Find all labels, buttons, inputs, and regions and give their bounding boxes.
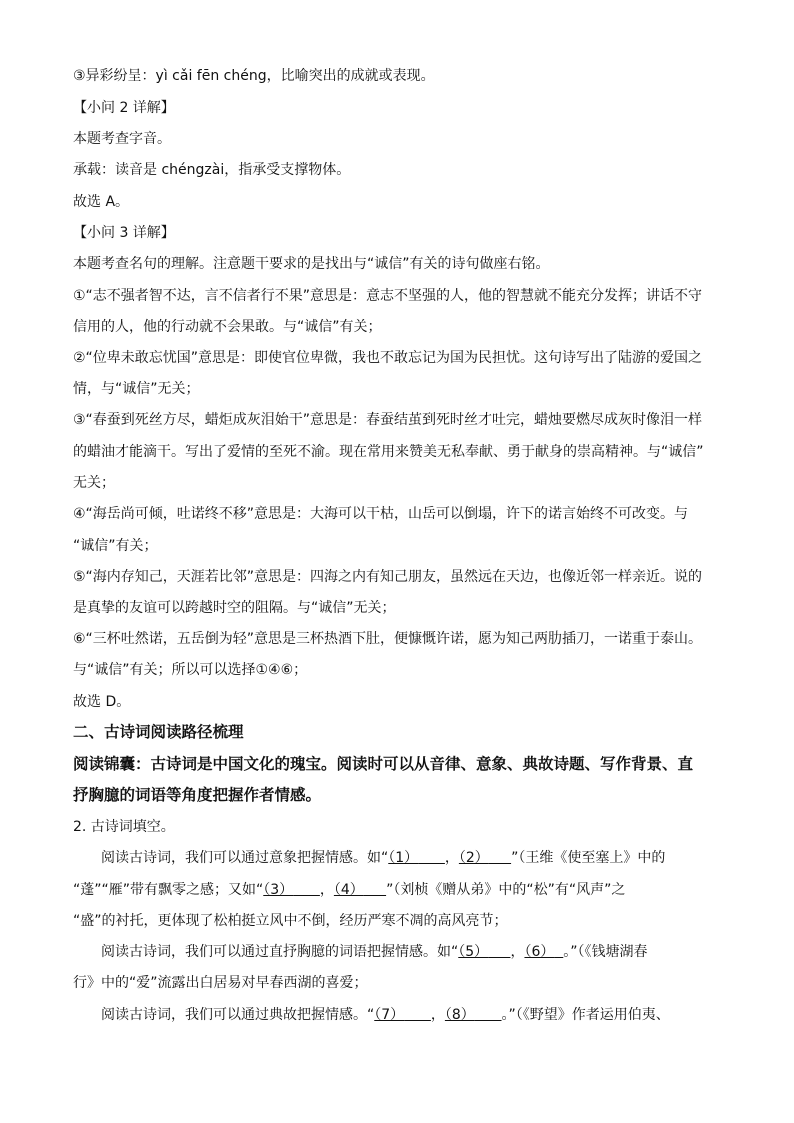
- answer-line-12: 无关；: [73, 475, 115, 491]
- blank-5[interactable]: （5）: [458, 944, 489, 960]
- tip-line-2: 抒胸臆的词语等角度把握作者情感。: [73, 786, 322, 804]
- question-title: 2. 古诗词填空。: [73, 819, 175, 835]
- blank-2[interactable]: （2）: [458, 850, 489, 866]
- text: 阅读古诗词，我们可以通过意象把握情感。如“: [101, 850, 389, 866]
- answer-line-15: ⑤“海内存知己，天涯若比邻”意思是：四海之内有知己朋友，虽然远在天边，也像近邻一样亲近。说的: [73, 569, 703, 585]
- fill-paragraph-3: “盛”的衬托，更体现了松柏挺立风中不倒，经历严寒不凋的高风亮节；: [73, 913, 508, 929]
- fill-paragraph-6: 阅读古诗词，我们可以通过典故把握情感。“（7） ，（8） 。”（《野望》作者运用伯夷、: [101, 1007, 670, 1023]
- answer-line-3: 承载：读音是 chéngzài，指承受支撑物体。: [73, 162, 351, 178]
- answer-line-13: ④“海岳尚可倾，吐诺终不移”意思是：大海可以干枯，山岳可以倒塌，许下的诺言始终不可改变。与: [73, 506, 689, 522]
- subquestion-3-heading: 【小问 3 详解】: [73, 225, 175, 241]
- blank-4[interactable]: （4）: [333, 882, 364, 898]
- answer-line-17: ⑥“三杯吐然诺，五岳倒为轻”意思是三杯热酒下肚，便慷慨许诺，愿为知己两肋插刀，一诺重于泰山。: [73, 631, 703, 647]
- subquestion-2-heading: 【小问 2 详解】: [73, 100, 175, 116]
- answer-line-16: 是真挚的友谊可以跨越时空的阻隔。与“诚信”无关；: [73, 600, 396, 616]
- blank-8[interactable]: （8）: [444, 1007, 475, 1023]
- answer-line-11: 的蜡油才能滴干。写出了爱情的至死不渝。现在常用来赞美无私奉献、勇于献身的崇高精神。与“诚信”: [73, 444, 704, 460]
- tip-line-1: 阅读锦囊：古诗词是中国文化的瑰宝。阅读时可以从音律、意象、典故诗题、写作背景、直: [73, 755, 694, 773]
- blank-6[interactable]: （6）: [524, 944, 555, 960]
- answer-line-18: 与“诚信”有关；所以可以选择①④⑥；: [73, 662, 308, 678]
- answer-line-9: 情，与“诚信”无关；: [73, 381, 200, 397]
- answer-line-8: ②“位卑未敢忘忧国”意思是：即使官位卑微，我也不敢忘记为国为民担忧。这句诗写出了陆游的爱国之: [73, 350, 703, 366]
- answer-line-2: 本题考查字音。: [73, 131, 171, 147]
- blank-3[interactable]: （3）: [263, 882, 294, 898]
- fill-paragraph-2: “蓬”“雁”带有飘零之感；又如“（3） ，（4） ”（刘桢《赠从弟》中的“松”有“风声”之: [73, 882, 626, 898]
- answer-line-5: 本题考查名句的理解。注意题干要求的是找出与“诚信”有关的诗句做座右铭。: [73, 256, 550, 272]
- answer-line-14: “诚信”有关；: [73, 538, 158, 554]
- answer-line-4: 故选 A。: [73, 194, 130, 210]
- blank-7[interactable]: （7）: [374, 1007, 405, 1023]
- answer-line-1: ③异彩纷呈：yì cǎi fēn chéng，比喻突出的成就或表现。: [73, 68, 435, 84]
- answer-line-7: 信用的人，他的行动就不会果敢。与“诚信”有关；: [73, 319, 382, 335]
- answer-line-6: ①“志不强者智不达，言不信者行不果”意思是：意志不坚强的人，他的智慧就不能充分发挥；讲话不守: [73, 288, 703, 304]
- answer-line-10: ③“春蚕到死丝方尽，蜡炬成灰泪始干”意思是：春蚕结茧到死时丝才吐完，蜡烛要燃尽成灰时像泪一样: [73, 412, 703, 428]
- fill-paragraph-5: 行》中的“爱”流露出白居易对早春西湖的喜爱；: [73, 975, 368, 991]
- answer-line-19: 故选 D。: [73, 694, 131, 710]
- fill-paragraph-4: 阅读古诗词，我们可以通过直抒胸臆的词语把握情感。如“（5） ，（6） 。”（《钱塘湖春: [101, 944, 648, 960]
- section-title: 二、古诗词阅读路径梳理: [73, 723, 244, 741]
- blank-1[interactable]: （1）: [388, 850, 419, 866]
- fill-paragraph-1: 阅读古诗词，我们可以通过意象把握情感。如“（1） ，（2） ”（王维《使至塞上》中的: [101, 850, 666, 866]
